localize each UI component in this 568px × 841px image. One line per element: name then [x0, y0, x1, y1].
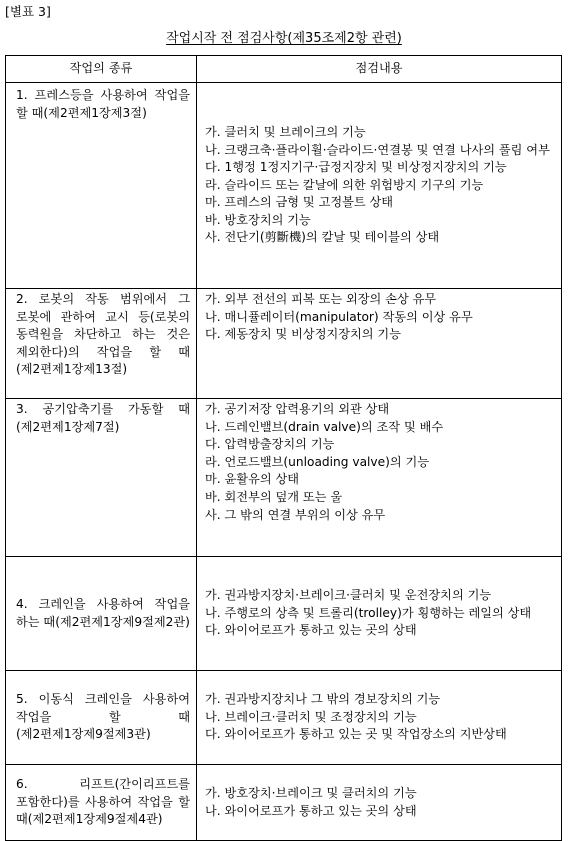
- item-text: 윤활유의 상태: [224, 472, 300, 487]
- item-marker: 바.: [205, 489, 221, 504]
- item-text: 드레인밸브(drain valve)의 조작 및 배수: [224, 419, 444, 434]
- item-text: 주행로의 상측 및 트롤리(trolley)가 횡행하는 레일의 상태: [224, 605, 532, 620]
- item-text: 압력방출장치의 기능: [224, 437, 335, 452]
- item-text: 외부 전선의 피복 또는 외장의 손상 유무: [224, 292, 437, 306]
- work-type-cell: 3. 공기압축기를 가동할 때(제2편제1장제7절): [6, 399, 197, 557]
- inspection-items-cell: [197, 671, 562, 765]
- inspection-table: [5, 55, 562, 841]
- page-title: [0, 30, 568, 48]
- inspection-item: [205, 785, 555, 803]
- item-marker: 가.: [205, 785, 221, 800]
- item-marker: 가.: [205, 692, 221, 707]
- item-text: 공기저장 압력용기의 외관 상태: [224, 402, 390, 416]
- table-row: [6, 399, 562, 557]
- inspection-item: [205, 454, 555, 472]
- item-marker: 가.: [205, 124, 221, 139]
- table-row: [6, 289, 562, 399]
- item-text: 와이어로프가 통하고 있는 곳의 상태: [224, 803, 417, 818]
- inspection-item: [205, 177, 555, 195]
- header-work-type: 작업의 종류: [6, 56, 197, 83]
- item-text: 와이어로프가 통하고 있는 곳의 상태: [224, 623, 417, 638]
- item-marker: 마.: [205, 472, 221, 487]
- title-text: 작업시작 전 점검사항(제35조제2항 관련): [166, 31, 402, 46]
- item-marker: 바.: [205, 212, 221, 227]
- inspection-item: [205, 229, 555, 247]
- inspection-item: [205, 471, 555, 489]
- item-text: 프레스의 금형 및 고정볼트 상태: [224, 195, 394, 210]
- item-text: 와이어로프가 통하고 있는 곳 및 작업장소의 지반상태: [224, 727, 507, 742]
- work-type-cell: 4. 크레인을 사용하여 작업을 하는 때(제2편제1장제9절제2관): [6, 557, 197, 671]
- table-row: [6, 83, 562, 289]
- item-marker: 나.: [205, 605, 221, 620]
- header-inspection-content: 점검내용: [197, 56, 562, 83]
- item-marker: 라.: [205, 454, 221, 469]
- inspection-item: [205, 489, 555, 507]
- item-text: 매니퓰레이터(manipulator) 작동의 이상 유무: [224, 309, 473, 324]
- item-text: 권과방지장치나 그 밖의 경보장치의 기능: [224, 692, 441, 707]
- table-row: [6, 765, 562, 841]
- item-text: 1행정 1정지기구·급정지장치 및 비상정지장치의 기능: [224, 160, 507, 175]
- item-text: 언로드밸브(unloading valve)의 기능: [224, 454, 430, 469]
- inspection-item: [205, 605, 555, 623]
- table-row: [6, 671, 562, 765]
- inspection-items-cell: [197, 765, 562, 841]
- item-marker: 나.: [205, 803, 221, 818]
- inspection-item: [205, 326, 555, 344]
- item-marker: 다.: [205, 327, 221, 342]
- appendix-label: [별표 3]: [5, 4, 51, 19]
- inspection-item: [205, 803, 555, 821]
- item-marker: 나.: [205, 142, 221, 157]
- item-marker: 다.: [205, 727, 221, 742]
- inspection-item: [205, 419, 555, 437]
- inspection-items-cell: [197, 289, 562, 399]
- inspection-item: [205, 709, 555, 727]
- item-marker: 다.: [205, 437, 221, 452]
- item-text: 슬라이드 또는 칼날에 의한 위험방지 기구의 기능: [224, 177, 484, 192]
- inspection-item: [205, 291, 555, 309]
- item-text: 크랭크축·플라이휠·슬라이드·연결봉 및 연결 나사의 풀림 여부: [224, 142, 550, 157]
- item-marker: 나.: [205, 709, 221, 724]
- work-type-cell: 1. 프레스등을 사용하여 작업을 할 때(제2편제1장제3절): [6, 83, 197, 289]
- item-marker: 가.: [205, 402, 221, 416]
- work-type-cell: 5. 이동식 크레인을 사용하여 작업을 할 때(제2편제1장제9절제3관): [6, 671, 197, 765]
- item-text: 전단기(剪斷機)의 칼날 및 테이블의 상태: [224, 230, 440, 245]
- table-row: [6, 557, 562, 671]
- item-marker: 라.: [205, 177, 221, 192]
- item-text: 클러치 및 브레이크의 기능: [224, 124, 366, 139]
- item-marker: 다.: [205, 623, 221, 638]
- item-marker: 가.: [205, 292, 221, 306]
- inspection-item: [205, 587, 555, 605]
- item-text: 제동장치 및 비상정지장치의 기능: [224, 327, 401, 342]
- inspection-item: [205, 436, 555, 454]
- inspection-item: [205, 194, 555, 212]
- inspection-item: [205, 726, 555, 744]
- inspection-items-cell: [197, 83, 562, 289]
- work-type-cell: 6. 리프트(간이리프트를 포함한다)를 사용하여 작업을 할 때(제2편제1장제9절제4관): [6, 765, 197, 841]
- item-text: 방호장치의 기능: [224, 212, 311, 227]
- item-marker: 나.: [205, 309, 221, 324]
- inspection-item: [205, 507, 555, 525]
- item-marker: 다.: [205, 160, 221, 175]
- inspection-item: [205, 124, 555, 142]
- inspection-item: [205, 309, 555, 327]
- inspection-item: [205, 142, 555, 160]
- work-type-cell: 2. 로봇의 작동 범위에서 그 로봇에 관하여 교시 등(로봇의 동력원을 차단하고 하는 것은 제외한다)의 작업을 할 때(제2편제1장제13절): [6, 289, 197, 399]
- item-marker: 마.: [205, 195, 221, 210]
- inspection-items-cell: [197, 399, 562, 557]
- item-marker: 사.: [205, 230, 221, 245]
- inspection-item: [205, 159, 555, 177]
- item-text: 권과방지장치·브레이크·클러치 및 운전장치의 기능: [224, 588, 492, 603]
- inspection-items-cell: [197, 557, 562, 671]
- item-text: 회전부의 덮개 또는 울: [224, 489, 343, 504]
- item-text: 방호장치·브레이크 및 클러치의 기능: [224, 785, 417, 800]
- inspection-item: [205, 691, 555, 709]
- item-text: 브레이크·클러치 및 조정장치의 기능: [224, 709, 417, 724]
- inspection-item: [205, 622, 555, 640]
- item-marker: 가.: [205, 588, 221, 603]
- inspection-item: [205, 401, 555, 419]
- item-text: 그 밖의 연결 부위의 이상 유무: [224, 507, 386, 522]
- inspection-item: [205, 212, 555, 230]
- item-marker: 사.: [205, 507, 221, 522]
- table-header-row: [6, 56, 562, 83]
- item-marker: 나.: [205, 419, 221, 434]
